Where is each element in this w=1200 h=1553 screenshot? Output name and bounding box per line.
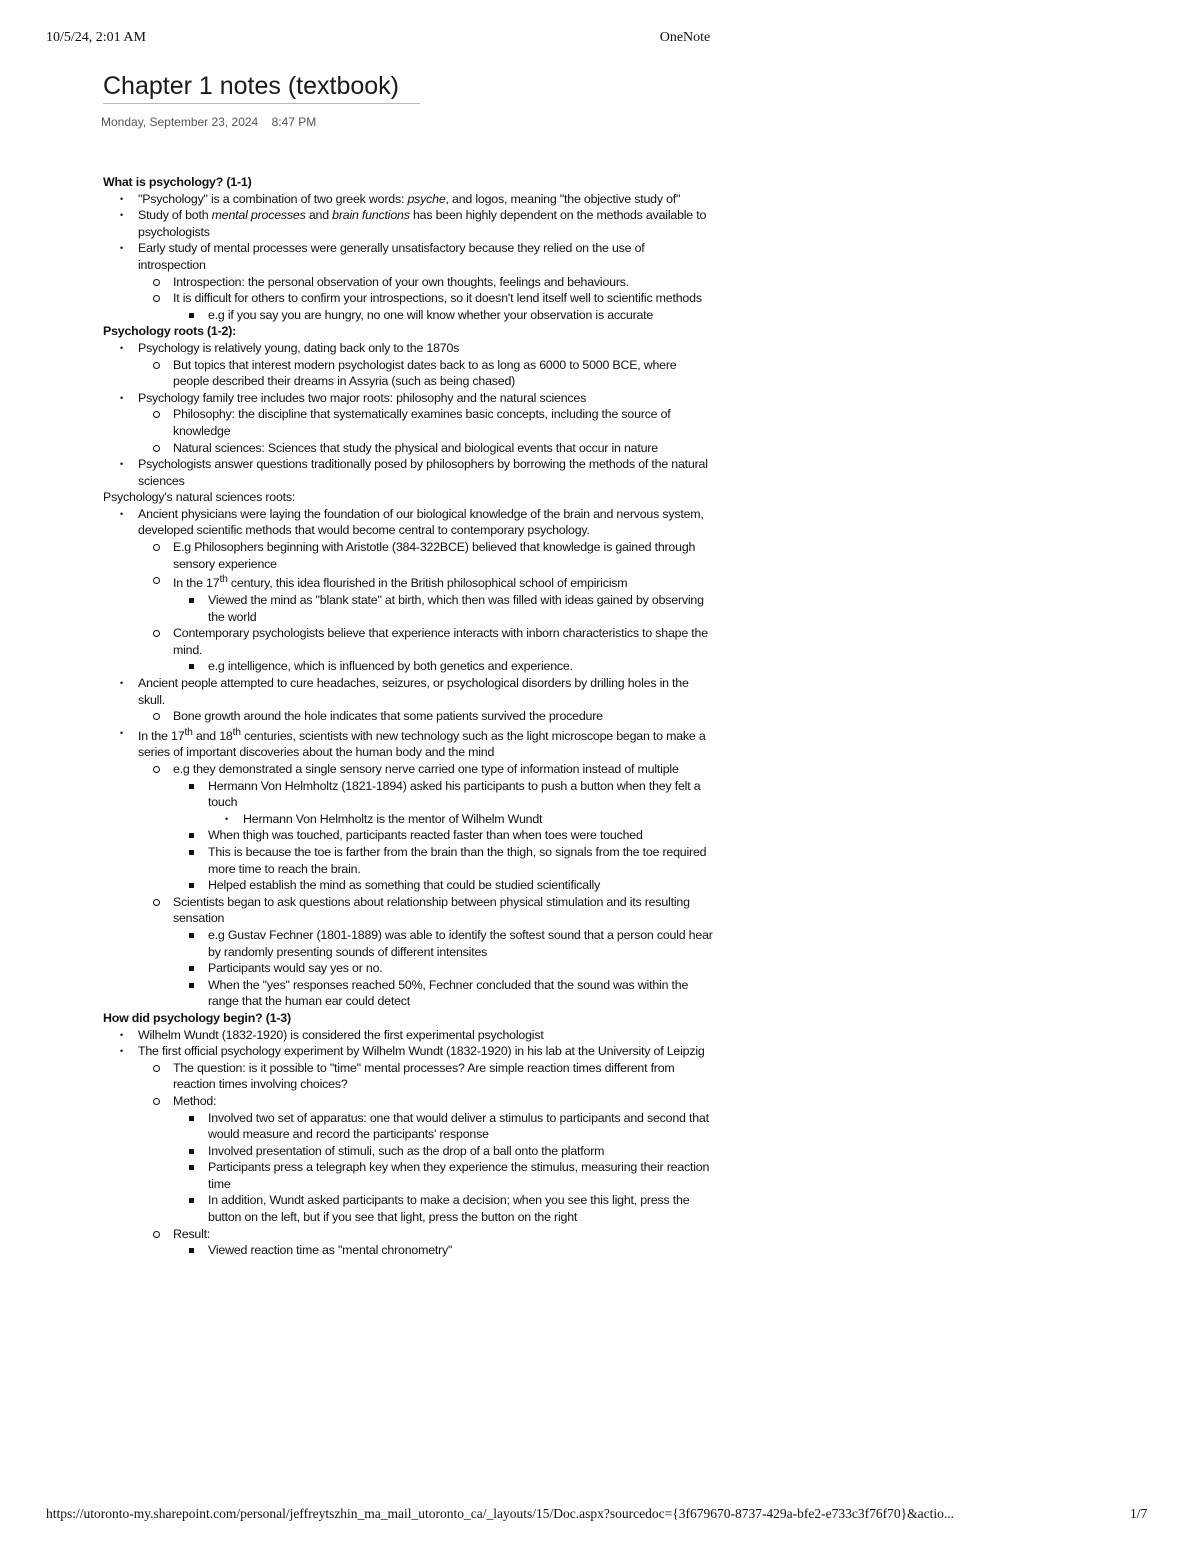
note-text: Result: bbox=[173, 1226, 211, 1241]
note-text: When thigh was touched, participants reacted faster than when toes were touched bbox=[208, 828, 643, 843]
bullet-square-icon bbox=[189, 1198, 194, 1203]
note-heading bbox=[103, 489, 713, 506]
note-text: Ancient people attempted to cure headaches, seizures, or psychological disorders by drilling holes in the skull. bbox=[138, 675, 689, 707]
bullet-circle-icon bbox=[153, 411, 160, 418]
note-bullet-level-3 bbox=[103, 1143, 713, 1160]
bullet-dot-icon: • bbox=[120, 727, 123, 738]
page-date bbox=[101, 115, 316, 129]
note-bullet-level-3 bbox=[103, 1159, 713, 1192]
note-bullet-level-2 bbox=[103, 1093, 713, 1110]
note-text: Study of both mental processes and brain functions has been highly dependent on the methods available to psychologists bbox=[138, 208, 707, 239]
note-bullet-level-2 bbox=[103, 708, 713, 725]
bullet-square-icon bbox=[189, 598, 194, 603]
bullet-dot-icon: • bbox=[120, 210, 123, 221]
note-text: Viewed the mind as "blank state" at birth, which then was filled with ideas gained by observing the world bbox=[208, 592, 704, 624]
note-text: Natural sciences: Sciences that study the physical and biological events that occur in nature bbox=[173, 440, 658, 455]
note-bullet-level-2 bbox=[103, 440, 713, 457]
note-text: Introspection: the personal observation of your own thoughts, feelings and behaviours. bbox=[173, 274, 630, 289]
note-text: Scientists began to ask questions about relationship between physical stimulation and its resulting sensation bbox=[173, 894, 690, 926]
note-text: The first official psychology experiment by Wilhelm Wundt (1832-1920) in his lab at the University of Leipzig bbox=[138, 1044, 705, 1059]
bullet-circle-icon bbox=[153, 1065, 160, 1072]
bullet-dot-icon: • bbox=[120, 342, 123, 353]
note-text: In addition, Wundt asked participants to make a decision; when you see this light, press the button on the left, but if you see that light, press the button on the right bbox=[208, 1193, 690, 1225]
note-bullet-level-2 bbox=[103, 406, 713, 439]
note-text: e.g they demonstrated a single sensory nerve carried one type of information instead of multiple bbox=[173, 762, 679, 777]
note-bullet-level-3 bbox=[103, 658, 713, 675]
note-text: But topics that interest modern psychologist dates back to as long as 6000 to 5000 BCE, where people described their dreams in Assyria (such as being chased) bbox=[173, 357, 677, 389]
note-text: Wilhelm Wundt (1832-1920) is considered the first experimental psychologist bbox=[138, 1027, 544, 1042]
bullet-circle-icon bbox=[153, 1098, 160, 1105]
note-bullet-level-3 bbox=[103, 960, 713, 977]
note-bullet-level-1 bbox=[103, 240, 713, 273]
note-bullet-level-1 bbox=[103, 675, 713, 708]
bullet-dot-icon: • bbox=[120, 677, 123, 688]
note-bullet-level-3 bbox=[103, 827, 713, 844]
note-bullet-level-2 bbox=[103, 357, 713, 390]
note-text: Involved two set of apparatus: one that would deliver a stimulus to participants and second that would measure and record the participants' response bbox=[208, 1110, 709, 1142]
note-heading bbox=[103, 1010, 713, 1027]
note-bullet-level-2 bbox=[103, 1060, 713, 1093]
note-text: E.g Philosophers beginning with Aristotle (384-322BCE) believed that knowledge is gained through sensory experience bbox=[173, 540, 696, 571]
bullet-square-icon bbox=[189, 883, 194, 888]
note-text: e.g Gustav Fechner (1801-1889) was able to identify the softest sound that a person could hear by randomly presenting sounds of different intensites bbox=[208, 927, 713, 959]
note-bullet-level-1 bbox=[103, 506, 713, 539]
note-text: e.g intelligence, which is influenced by both genetics and experience. bbox=[208, 659, 573, 674]
note-text: Psychology roots (1-2): bbox=[103, 324, 237, 339]
note-text: It is difficult for others to confirm your introspections, so it doesn't lend itself well to scientific methods bbox=[173, 291, 702, 306]
note-text: "Psychology" is a combination of two greek words: psyche, and logos, meaning "the objective study of" bbox=[138, 191, 681, 206]
bullet-dot-icon: • bbox=[120, 392, 123, 403]
bullet-square-icon bbox=[189, 313, 194, 318]
note-bullet-level-3 bbox=[103, 1192, 713, 1225]
note-text: Ancient physicians were laying the foundation of our biological knowledge of the brain and nervous system, developed scientific methods that would become central to contemporary psychology. bbox=[138, 506, 704, 538]
bullet-circle-icon bbox=[153, 766, 160, 773]
note-text: This is because the toe is farther from the brain than the thigh, so signals from the toe required more time to reach the brain. bbox=[208, 845, 707, 876]
note-bullet-level-3 bbox=[103, 844, 713, 877]
print-datetime: 10/5/24, 2:01 AM bbox=[46, 30, 146, 45]
print-app-name: OneNote bbox=[659, 30, 711, 45]
note-text: The question: is it possible to "time" mental processes? Are simple reaction times different from reaction times involving choices? bbox=[173, 1060, 675, 1092]
note-bullet-level-2 bbox=[103, 572, 713, 592]
note-bullet-level-1 bbox=[103, 340, 713, 357]
bullet-square-icon bbox=[189, 664, 194, 669]
note-text: Early study of mental processes were generally unsatisfactory because they relied on the use of introspection bbox=[138, 241, 645, 272]
note-text: Contemporary psychologists believe that experience interacts with inborn characteristics to shape the mind. bbox=[173, 626, 708, 657]
note-text: Bone growth around the hole indicates that some patients survived the procedure bbox=[173, 709, 603, 724]
note-bullet-level-2 bbox=[103, 625, 713, 658]
bullet-dot-icon: • bbox=[120, 508, 123, 519]
note-bullet-level-3 bbox=[103, 778, 713, 811]
bullet-dot-icon: • bbox=[120, 1029, 123, 1040]
bullet-circle-icon bbox=[153, 445, 160, 452]
note-text: e.g if you say you are hungry, no one will know whether your observation is accurate bbox=[208, 307, 654, 322]
note-bullet-level-2 bbox=[103, 274, 713, 291]
note-text: Viewed reaction time as "mental chronometry" bbox=[208, 1243, 453, 1258]
bullet-dot-icon: • bbox=[120, 459, 123, 470]
bullet-circle-icon bbox=[153, 713, 160, 720]
page-date-text: Monday, September 23, 2024 bbox=[101, 115, 259, 129]
note-heading bbox=[103, 323, 713, 340]
note-bullet-level-1 bbox=[103, 725, 713, 761]
note-text: Philosophy: the discipline that systematically examines basic concepts, including the source of knowledge bbox=[173, 407, 671, 438]
note-text: Psychology family tree includes two major roots: philosophy and the natural sciences bbox=[138, 390, 587, 405]
page-time-text: 8:47 PM bbox=[271, 115, 317, 129]
bullet-square-icon bbox=[189, 933, 194, 938]
bullet-square-icon bbox=[189, 983, 194, 988]
bullet-circle-icon bbox=[153, 577, 160, 584]
note-bullet-level-2 bbox=[103, 894, 713, 927]
note-text: What is psychology? (1-1) bbox=[103, 175, 252, 189]
note-text: Psychology is relatively young, dating back only to the 1870s bbox=[138, 340, 460, 355]
note-bullet-level-2 bbox=[103, 761, 713, 778]
note-text: Participants would say yes or no. bbox=[208, 961, 383, 976]
note-text: When the "yes" responses reached 50%, Fechner concluded that the sound was within the range that the human ear could detect bbox=[208, 977, 689, 1009]
notes-list bbox=[103, 174, 713, 1259]
bullet-circle-icon bbox=[153, 630, 160, 637]
bullet-circle-icon bbox=[153, 295, 160, 302]
bullet-square-icon bbox=[189, 784, 194, 789]
note-bullet-level-2 bbox=[103, 539, 713, 572]
note-bullet-level-4 bbox=[103, 811, 713, 828]
bullet-square-icon bbox=[189, 1248, 194, 1253]
bullet-square-icon bbox=[189, 1165, 194, 1170]
print-url: https://utoronto-my.sharepoint.com/personal/jeffreytszhin_ma_mail_utoronto_ca/_layouts/15/Doc.aspx?sourcedoc={3f679670-8737-429a-bfe2-e733c3f76f70}&actio... bbox=[46, 1506, 954, 1521]
notes-body[interactable] bbox=[103, 174, 713, 1259]
bullet-circle-icon bbox=[153, 362, 160, 369]
bullet-square-icon bbox=[189, 1116, 194, 1121]
note-bullet-level-1 bbox=[103, 390, 713, 407]
note-bullet-level-3 bbox=[103, 1110, 713, 1143]
bullet-circle-icon bbox=[153, 544, 160, 551]
bullet-dot-icon: • bbox=[120, 1046, 123, 1057]
bullet-square-icon bbox=[189, 833, 194, 838]
note-text: Psychology's natural sciences roots: bbox=[103, 490, 296, 505]
note-text: Helped establish the mind as something that could be studied scientifically bbox=[208, 878, 601, 893]
bullet-circle-icon bbox=[153, 279, 160, 286]
note-bullet-level-3 bbox=[103, 1242, 713, 1259]
bullet-dot-icon: • bbox=[120, 243, 123, 254]
bullet-dot-icon: • bbox=[225, 813, 228, 824]
note-bullet-level-1 bbox=[103, 1027, 713, 1044]
note-text: Hermann Von Helmholtz (1821-1894) asked his participants to push a button when they felt a touch bbox=[208, 778, 701, 810]
bullet-circle-icon bbox=[153, 899, 160, 906]
note-text: Psychologists answer questions traditionally posed by philosophers by borrowing the methods of the natural sciences bbox=[138, 457, 708, 488]
note-bullet-level-1 bbox=[103, 1043, 713, 1060]
print-page-number: 1/7 bbox=[1130, 1506, 1148, 1521]
note-text: How did psychology begin? (1-3) bbox=[103, 1010, 291, 1025]
note-bullet-level-3 bbox=[103, 877, 713, 894]
bullet-circle-icon bbox=[153, 1231, 160, 1238]
note-bullet-level-3 bbox=[103, 977, 713, 1010]
note-bullet-level-3 bbox=[103, 592, 713, 625]
note-text: Hermann Von Helmholtz is the mentor of Wilhelm Wundt bbox=[243, 811, 543, 826]
page-title[interactable]: Chapter 1 notes (textbook) bbox=[103, 72, 420, 104]
note-text: In the 17th century, this idea flourished in the British philosophical school of empiricism bbox=[173, 574, 628, 591]
note-bullet-level-3 bbox=[103, 307, 713, 324]
bullet-square-icon bbox=[189, 850, 194, 855]
note-text: Participants press a telegraph key when they experience the stimulus, measuring their reaction time bbox=[208, 1160, 710, 1191]
bullet-dot-icon: • bbox=[120, 193, 123, 204]
note-text: Involved presentation of stimuli, such as the drop of a ball onto the platform bbox=[208, 1143, 605, 1158]
bullet-square-icon bbox=[189, 966, 194, 971]
note-bullet-level-2 bbox=[103, 1226, 713, 1243]
note-bullet-level-2 bbox=[103, 290, 713, 307]
note-bullet-level-3 bbox=[103, 927, 713, 960]
note-text: Method: bbox=[173, 1093, 217, 1108]
bullet-square-icon bbox=[189, 1149, 194, 1154]
note-bullet-level-1 bbox=[103, 456, 713, 489]
note-bullet-level-1 bbox=[103, 207, 713, 240]
note-text: In the 17th and 18th centuries, scientists with new technology such as the light microscope began to make a series of important discoveries about the human body and the mind bbox=[138, 726, 706, 760]
note-heading bbox=[103, 174, 713, 191]
note-bullet-level-1 bbox=[103, 191, 713, 208]
